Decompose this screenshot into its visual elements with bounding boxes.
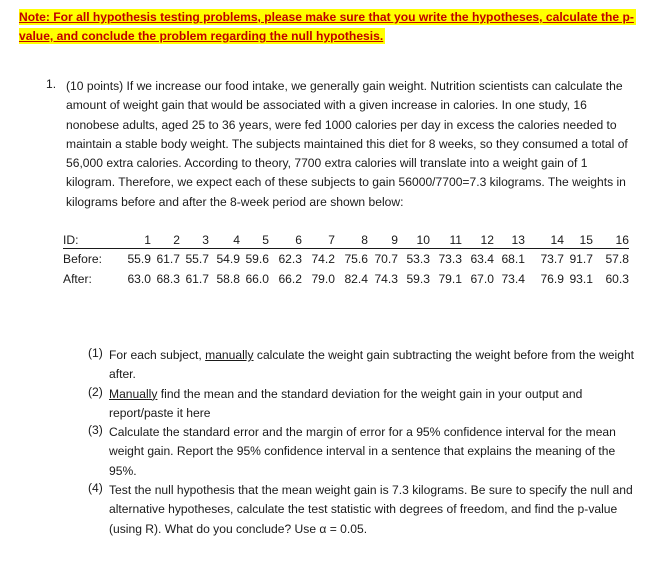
table-after-cell: 73.4 xyxy=(501,272,525,286)
before-row xyxy=(63,249,629,270)
subquestion-text-pre: For each subject, xyxy=(109,348,206,362)
table-after-cell: 76.9 xyxy=(540,272,564,286)
subquestion-number: (1) xyxy=(88,346,103,360)
after-row xyxy=(63,269,629,289)
table-id-cell: 7 xyxy=(302,231,335,249)
subquestion-text-pre: Test the null hypothesis that the mean weight gain is 7.3 kilograms. Be sure to specify the null and alternative hypotheses, calculate the test statistic with degrees of freedom, and find the p-value (using R). What do you conclude? Use α = 0.05. xyxy=(109,483,633,536)
table-before-cell: 53.3 xyxy=(406,252,430,266)
question-1 xyxy=(46,77,636,212)
table-after-cell: 58.8 xyxy=(216,272,240,286)
subquestion-number: (4) xyxy=(88,481,103,496)
table-before-cell: 75.6 xyxy=(344,252,368,266)
subquestion-number: (2) xyxy=(88,384,103,399)
table-after-cell: 82.4 xyxy=(344,272,368,286)
table-after-cell: 61.7 xyxy=(185,272,209,286)
before-label: Before: xyxy=(63,252,102,266)
table-before-cell: 70.7 xyxy=(374,252,398,266)
table-id-cell: 13 xyxy=(494,231,525,249)
table-id-cell: 14 xyxy=(525,231,564,249)
table-after-cell: 60.3 xyxy=(605,272,629,286)
table-before-cell: 73.7 xyxy=(540,252,564,266)
table-before-cell: 68.1 xyxy=(501,252,525,266)
table-id-cell: 5 xyxy=(240,231,269,249)
id-label: ID: xyxy=(63,231,113,249)
table-after-cell: 59.3 xyxy=(406,272,430,286)
table-after-cell: 68.3 xyxy=(156,272,180,286)
after-label: After: xyxy=(63,272,92,286)
table-after-cell: 93.1 xyxy=(569,272,593,286)
table-before-cell: 55.7 xyxy=(185,252,209,266)
table-after-cell: 67.0 xyxy=(470,272,494,286)
subquestion-text-pre: Calculate the standard error and the margin of error for a 95% confidence interval for the mean weight gain. Report the 95% confidence interval in a sentence that explains the meaning of the 95%. xyxy=(109,425,616,478)
table-id-cell: 3 xyxy=(180,231,209,249)
subquestion-1 xyxy=(88,346,636,385)
subquestion-underlined-word: manually xyxy=(205,348,254,362)
subquestion-text-post: calculate the weight gain subtracting the weight before from the weight after. xyxy=(109,348,635,382)
table-after-cell: 63.0 xyxy=(127,272,151,286)
subquestion-number: (3) xyxy=(88,423,103,438)
table-after-cell: 79.1 xyxy=(438,272,462,286)
table-id-cell: 4 xyxy=(209,231,240,249)
subquestion-text xyxy=(109,385,636,424)
subquestion-text xyxy=(109,423,636,481)
table-id-cell: 11 xyxy=(430,231,462,249)
weights-table xyxy=(63,231,629,289)
table-id-cell: 9 xyxy=(368,231,398,249)
table-before-cell: 91.7 xyxy=(569,252,593,266)
id-row xyxy=(63,231,629,249)
subquestion-text xyxy=(109,346,636,385)
table-id-cell: 10 xyxy=(398,231,430,249)
table-after-cell: 66.2 xyxy=(278,272,302,286)
table-before-cell: 55.9 xyxy=(127,252,151,266)
subquestion-4 xyxy=(88,481,636,539)
note-line-2: value, and conclude the problem regarding the null hypothesis. xyxy=(19,29,384,43)
subquestion-text-post: find the mean and the standard deviation for the weight gain in your output and report/paste it here xyxy=(109,386,583,420)
table-id-cell: 16 xyxy=(593,231,629,249)
subquestion-list xyxy=(88,346,636,539)
question-1-text: (10 points) If we increase our food intake, we generally gain weight. Nutrition scientists can calculate the amount of weight gain that would be associated with a given increase in calories. In one study, 16 nonobese adults, aged 25 to 36 years, were fed 1000 calories per day in excess the calories needed to maintain a stable body weight. The subjects maintained this diet for 8 weeks, so they consumed a total of 56,000 extra calories. According to theory, 7700 extra calories will translate into a weight gain of 1 kilogram. Therefore, we expect each of these subjects to gain 56000/7700=7.3 kilograms. The weights in kilograms before and after the 8-week period are shown below: xyxy=(66,79,628,209)
table-after-cell: 79.0 xyxy=(311,272,335,286)
table-before-cell: 59.6 xyxy=(245,252,269,266)
table-after-cell: 66.0 xyxy=(245,272,269,286)
table-before-cell: 73.3 xyxy=(438,252,462,266)
table-before-cell: 61.7 xyxy=(156,252,180,266)
table-id-cell: 2 xyxy=(151,231,180,249)
note-line-1: Note: For all hypothesis testing problems, please make sure that you write the hypotheses, calculate the p- xyxy=(19,10,634,24)
subquestion-underlined-word: Manually xyxy=(109,386,158,401)
table-before-cell: 62.3 xyxy=(278,252,302,266)
table-before-cell: 54.9 xyxy=(216,252,240,266)
table-before-cell: 74.2 xyxy=(311,252,335,266)
subquestion-text xyxy=(109,481,636,539)
table-after-cell: 74.3 xyxy=(374,272,398,286)
question-number: 1. xyxy=(46,77,57,91)
table-id-cell: 15 xyxy=(564,231,593,249)
table-id-cell: 12 xyxy=(462,231,494,249)
table-id-cell: 1 xyxy=(113,231,151,249)
table-id-cell: 8 xyxy=(335,231,368,249)
subquestion-3 xyxy=(88,423,636,481)
subquestion-2 xyxy=(88,385,636,424)
table-before-cell: 63.4 xyxy=(470,252,494,266)
table-before-cell: 57.8 xyxy=(605,252,629,266)
table-id-cell: 6 xyxy=(269,231,302,249)
